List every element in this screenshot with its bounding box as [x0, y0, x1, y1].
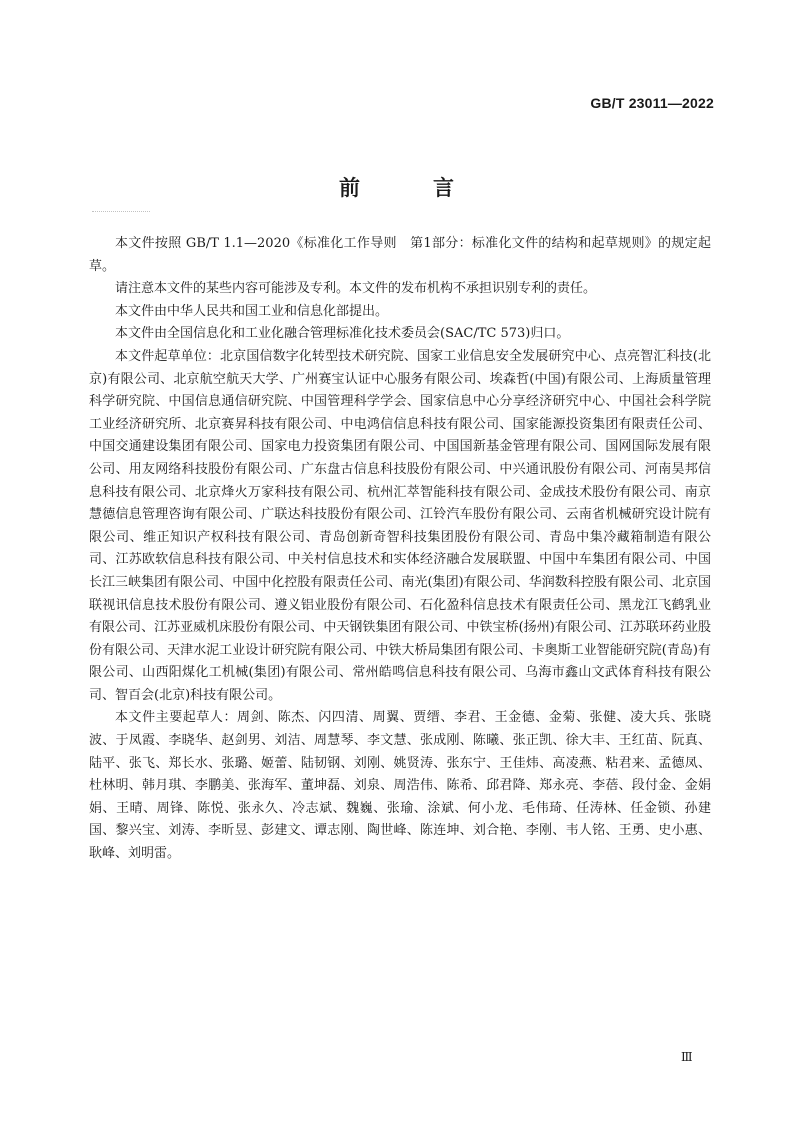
paragraph-drafters: 本文件主要起草人：周剑、陈杰、闪四清、周翼、贾缙、李君、王金德、金菊、张健、凌大兵、张晓波、于凤霞、李晓华、赵剑男、刘洁、周慧琴、李文慧、张成刚、陈曦、张正凯、徐大丰、王红苗、阮真、陆平、张飞、郑长水、张璐、姬蕾、陆韧钢、刘刚、姚贤涛、张东宁、王佳炜、高凌燕、粘君来、孟德凤、杜林明、韩月琪、李鹏美、张海军、董坤磊、刘泉、周浩伟、陈希、邱君降、郑永亮、李蓓、段付金、金娟娟、王晴、周锋、陈悦、张永久、冷志斌、魏巍、张瑜、涂斌、何小龙、毛伟琦、任涛林、任金锁、孙建国、黎兴宝、刘涛、李昕昱、彭建文、谭志刚、陶世峰、陈连坤、刘合艳、李刚、韦人铭、王勇、史小惠、耿峰、刘明雷。 [89, 710, 711, 862]
body-text [89, 233, 711, 866]
page-number: Ⅲ [681, 1050, 693, 1064]
paragraph-patent-notice: 请注意本文件的某些内容可能涉及专利。本文件的发布机构不承担识别专利的责任。 [115, 281, 597, 297]
paragraph-committee: 本文件由全国信息化和工业化融合管理标准化技术委员会(SAC/TC 573)归口。 [115, 326, 570, 342]
paragraph-drafting-units: 本文件起草单位：北京国信数字化转型技术研究院、国家工业信息安全发展研究中心、点亮智汇科技(北京)有限公司、北京航空航天大学、广州赛宝认证中心服务有限公司、埃森哲(中国)有限公司、上海质量管理科学研究院、中国信息通信研究院、中国管理科学学会、国家信息中心分享经济研究中心、中国社会科学院工业经济研究所、北京赛昇科技有限公司、中电鸿信信息科技有限公司、国家能源投资集团有限责任公司、中国交通建设集团有限公司、国家电力投资集团有限公司、中国国新基金管理有限公司、国网国际发展有限公司、用友网络科技股份有限公司、广东盘古信息科技股份有限公司、中兴通讯股份有限公司、河南昊邦信息科技有限公司、北京烽火万家科技有限公司、杭州汇萃智能科技有限公司、金成技术股份有限公司、南京慧德信息管理咨询有限公司、广联达科技股份有限公司、江铃汽车股份有限公司、云南省机械研究设计院有限公司、维正知识产权科技有限公司、青岛创新奇智科技集团股份有限公司、青岛中集冷藏箱制造有限公司、江苏欧软信息科技有限公司、中关村信息技术和实体经济融合发展联盟、中国中车集团有限公司、中国长江三峡集团有限公司、中国中化控股有限责任公司、南光(集团)有限公司、华润数科控股有限公司、北京国联视讯信息技术股份有限公司、遵义铝业股份有限公司、石化盈科信息技术有限责任公司、黑龙江飞鹤乳业有限公司、江苏亚威机床股份有限公司、中天钢铁集团有限公司、中铁宝桥(扬州)有限公司、江苏联环药业股份有限公司、天津水泥工业设计研究院有限公司、中铁大桥局集团有限公司、卡奥斯工业智能研究院(青岛)有限公司、山西阳煤化工机械(集团)有限公司、常州皓鸣信息科技有限公司、乌海市鑫山文武体育科技有限公司、智百会(北京)科技有限公司。 [89, 348, 711, 703]
paragraph-proposer: 本文件由中华人民共和国工业和信息化部提出。 [115, 303, 389, 319]
paragraph-drafting-rules: 本文件按照 GB/T 1.1—2020《标准化工作导则 第1部分：标准化文件的结构和起草规则》的规定起草。 [89, 236, 711, 274]
faint-scan-mark [92, 211, 150, 218]
page-title: 前 言 [339, 176, 480, 200]
standard-code: GB/T 23011—2022 [590, 95, 714, 111]
